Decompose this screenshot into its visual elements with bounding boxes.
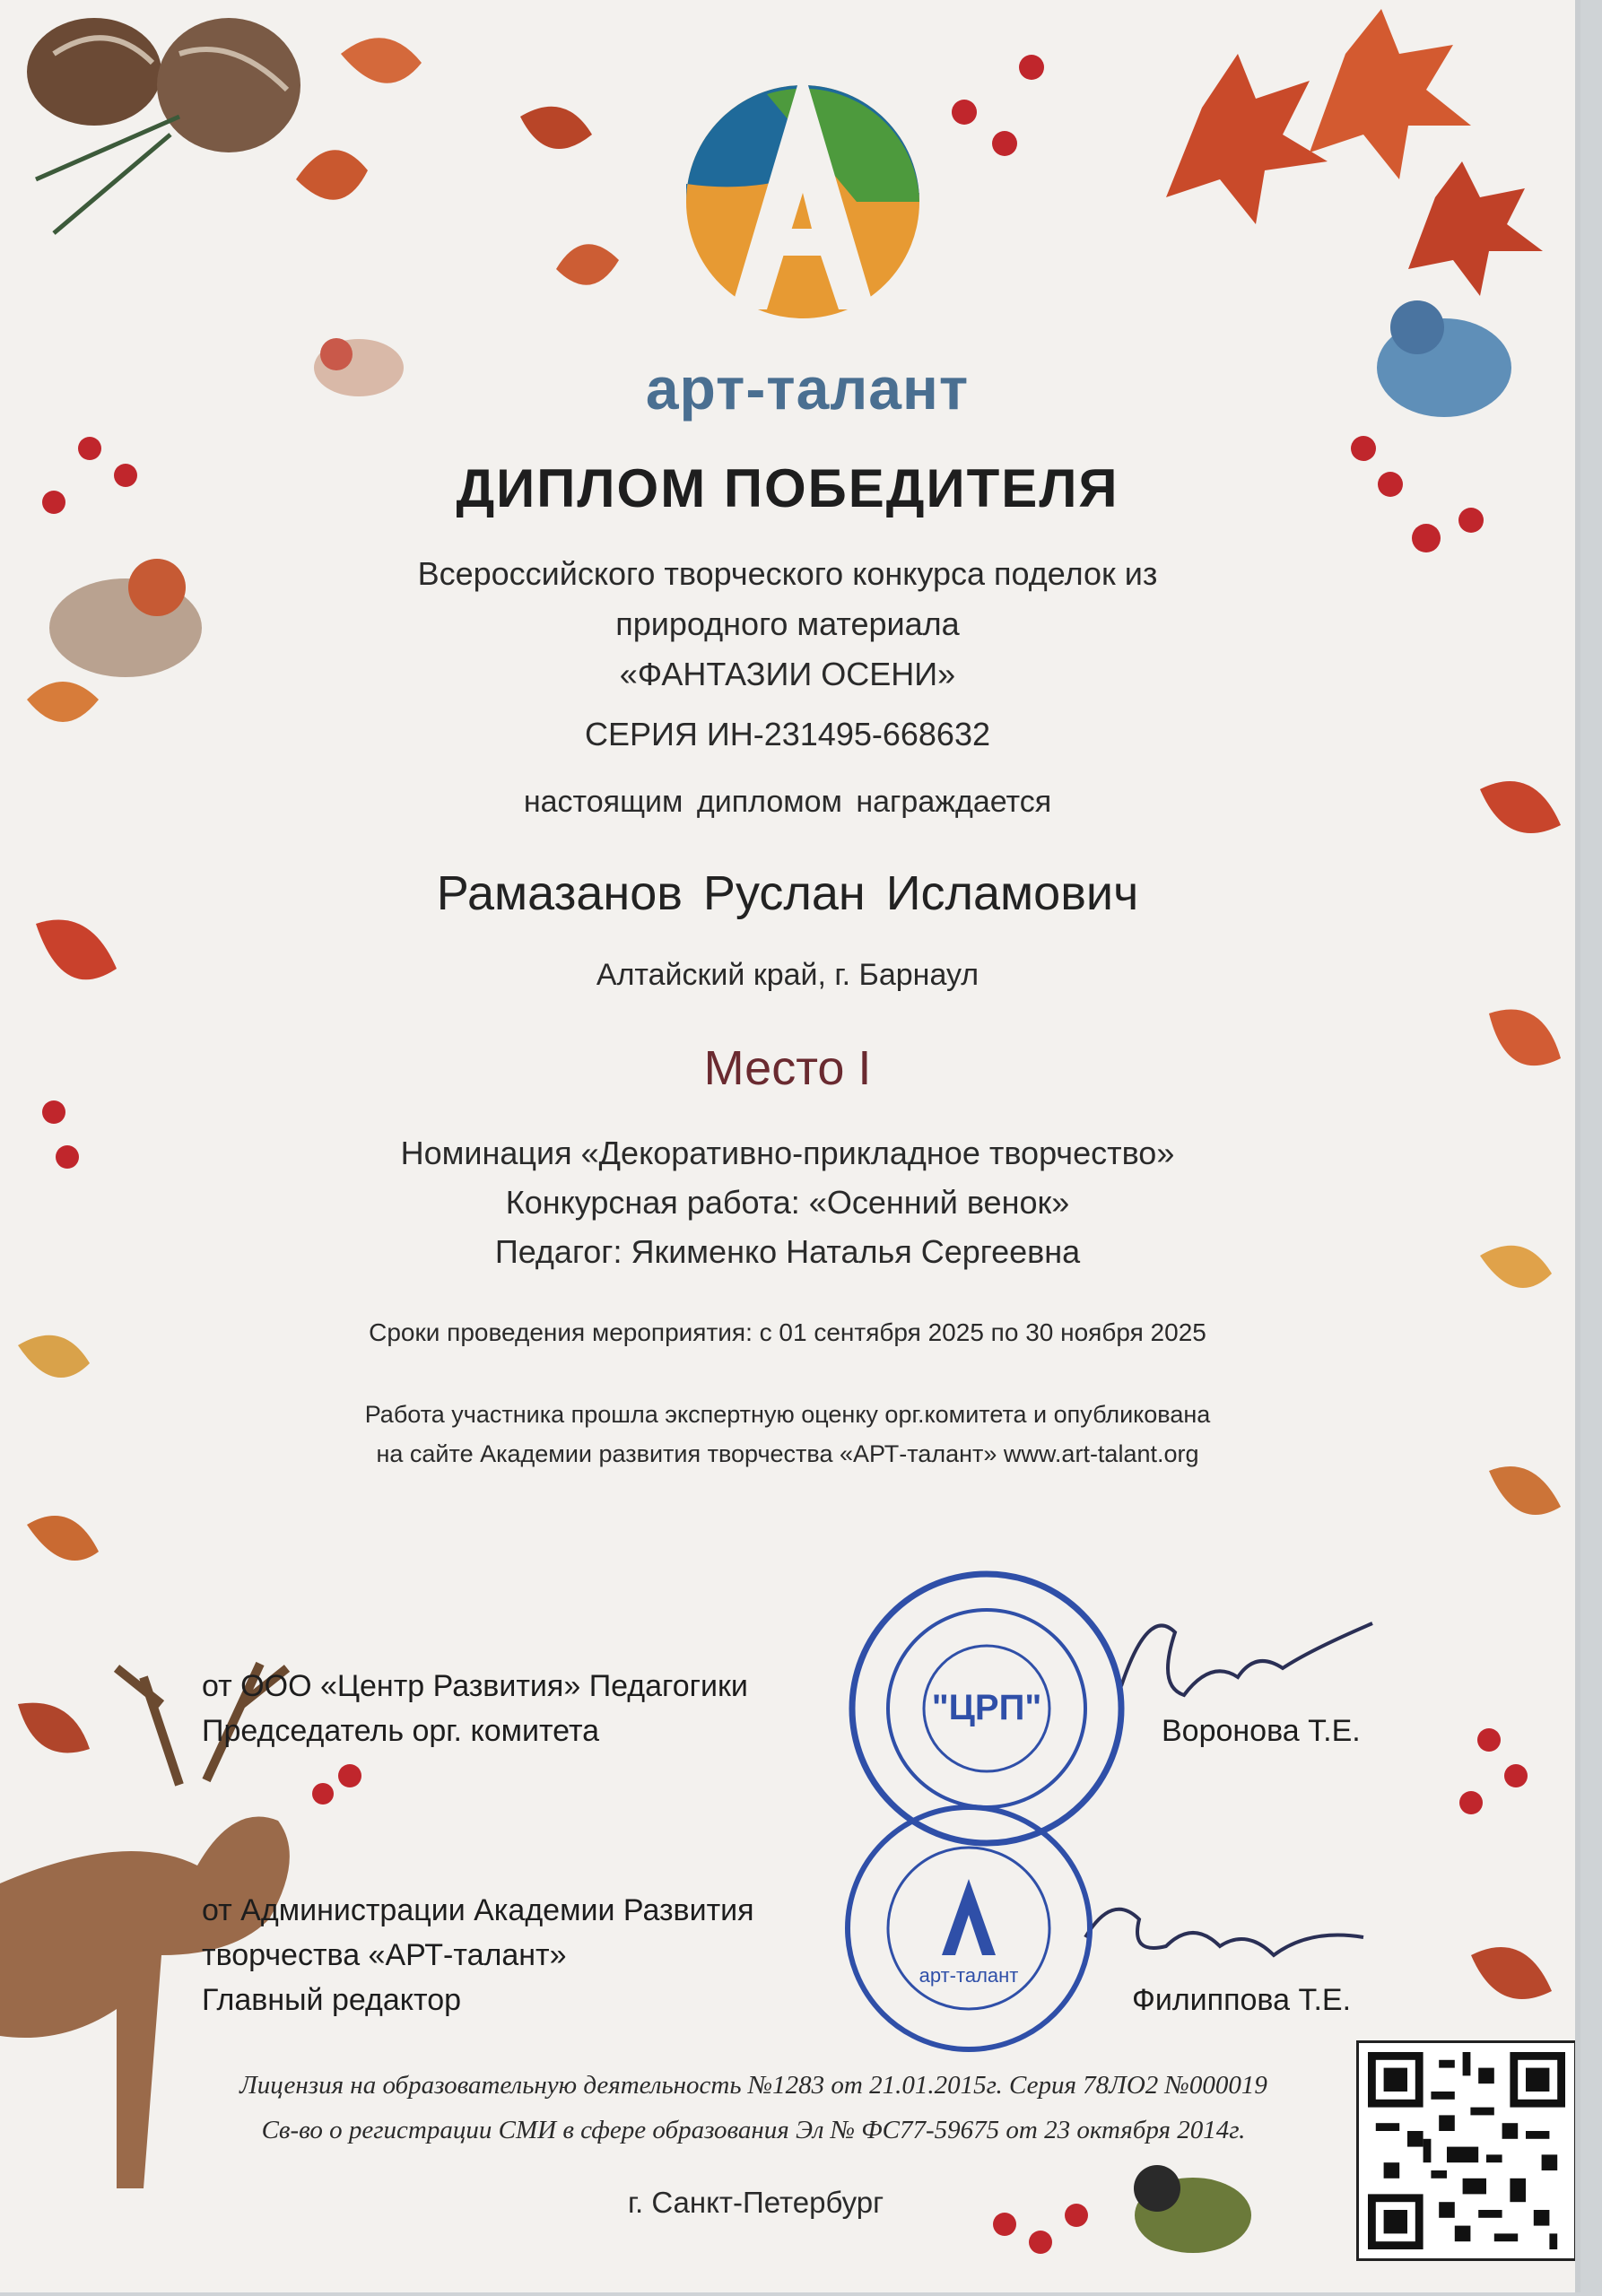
org-committee-line-1: от ООО «Центр Развития» Педагогики bbox=[202, 1669, 748, 1703]
org-committee-block bbox=[202, 1664, 748, 1753]
award-details bbox=[0, 1128, 1575, 1276]
signer-2-name: Филиппова Т.Е. bbox=[1132, 1983, 1352, 2017]
recipient-name: Рамазанов Руслан Исламович bbox=[436, 866, 1139, 920]
art-talant-logo-icon bbox=[677, 67, 928, 336]
brand-name: арт-талант bbox=[645, 355, 970, 422]
nomination: Номинация «Декоративно-прикладное творчество» bbox=[400, 1135, 1175, 1171]
org-committee-line-2: Председатель орг. комитета bbox=[202, 1714, 600, 1748]
registration-line: Св-во о регистрации СМИ в сфере образования Эл № ФС77-59675 от 23 октября 2014г. bbox=[261, 2116, 1246, 2144]
academy-line-3: Главный редактор bbox=[202, 1983, 462, 2017]
license-line: Лицензия на образовательную деятельность №1283 от 21.01.2015г. Серия 78ЛО2 №000019 bbox=[239, 2071, 1267, 2100]
diploma-title: ДИПЛОМ ПОБЕДИТЕЛЯ bbox=[456, 458, 1119, 518]
city: г. Санкт-Петербург bbox=[628, 2186, 884, 2219]
signer-1-name: Воронова Т.Е. bbox=[1162, 1714, 1361, 1748]
review-line-1: Работа участника прошла экспертную оценку орг.комитета и опубликована bbox=[364, 1401, 1211, 1428]
serial-number: СЕРИЯ ИН-231495-668632 bbox=[584, 716, 990, 752]
recipient-region: Алтайский край, г. Барнаул bbox=[596, 958, 979, 992]
academy-block bbox=[202, 1888, 754, 2022]
contest-line-2: природного материала bbox=[615, 605, 960, 642]
review-note bbox=[0, 1395, 1575, 1474]
competition-work: Конкурсная работа: «Осенний венок» bbox=[505, 1184, 1070, 1221]
review-line-2: на сайте Академии развития творчества «АРТ-талант» www.art-talant.org bbox=[376, 1440, 1199, 1467]
academy-line-2: творчества «АРТ-талант» bbox=[202, 1938, 567, 1972]
contest-line-1: Всероссийского творческого конкурса поделок из bbox=[417, 555, 1158, 592]
qr-code bbox=[1356, 2040, 1575, 2261]
event-period: Сроки проведения мероприятия: с 01 сентября 2025 по 30 ноября 2025 bbox=[369, 1318, 1206, 1346]
crp-stamp-text: "ЦРП" bbox=[931, 1688, 1042, 1727]
awarded-text: настоящим дипломом награждается bbox=[523, 785, 1052, 819]
signature-1-image bbox=[1103, 1605, 1390, 1722]
academy-line-1: от Администрации Академии Развития bbox=[202, 1893, 754, 1927]
academy-stamp-text: арт-талант bbox=[919, 1964, 1019, 1987]
place-award: Место I bbox=[703, 1041, 872, 1095]
contest-name: «ФАНТАЗИИ ОСЕНИ» bbox=[619, 656, 956, 692]
academy-stamp-image bbox=[839, 1798, 1099, 2058]
qr-code-icon bbox=[1368, 2052, 1565, 2249]
signature-2-image bbox=[1067, 1883, 1390, 1982]
teacher: Педагог: Якименко Наталья Сергеевна bbox=[494, 1233, 1081, 1270]
pine-cone-icon bbox=[27, 18, 300, 233]
contest-description bbox=[0, 549, 1575, 700]
